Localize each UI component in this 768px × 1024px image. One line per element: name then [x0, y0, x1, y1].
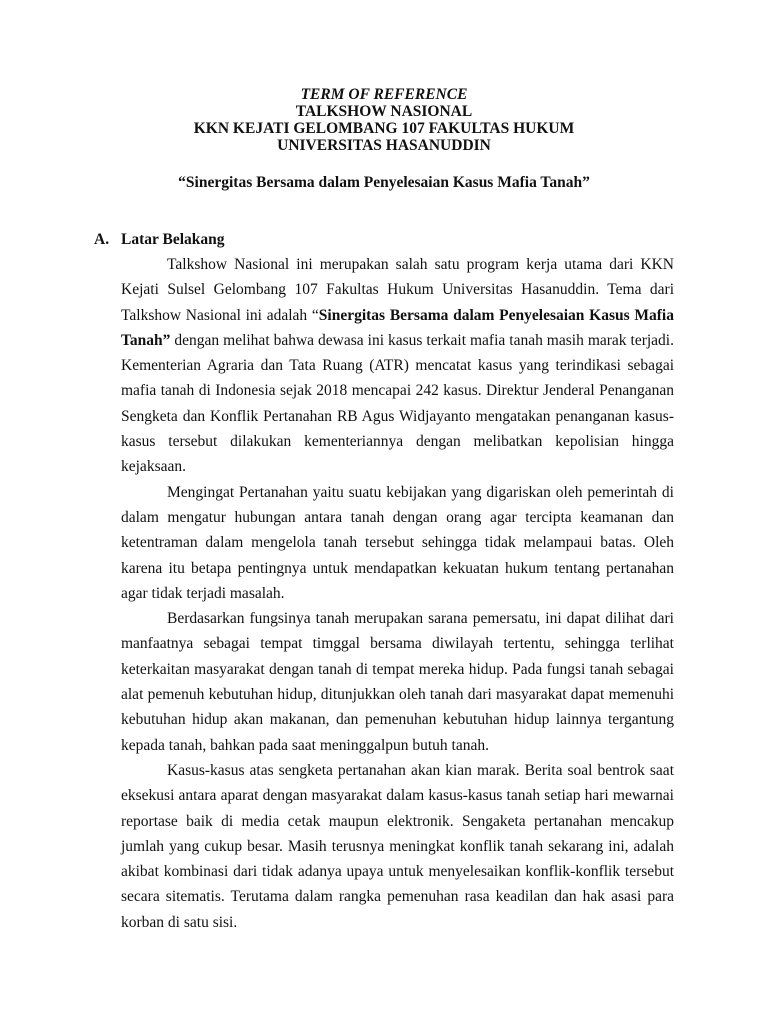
paragraph-4: Kasus-kasus atas sengketa pertanahan akan kian marak. Berita soal bentrok saat eksekusi antara aparat dengan masyarakat dalam kasus-kasus tanah setiap hari mewarnai reportase baik di media cetak maupun elektronik. Sengaketa pertanahan mencakup jumlah yang cukup besar. Masih terusnya meningkat konflik tanah sekarang ini, adalah akibat kombinasi dari tidak adanya upaya untuk menyelesaikan konflik-konflik tersebut secara sitematis. Terutama dalam rangka pemenuhan rasa keadilan dan hak asasi para korban di satu sisi.: [121, 761, 674, 931]
title-line-university: UNIVERSITAS HASANUDDIN: [277, 137, 491, 154]
title-line-kkn: KKN KEJATI GELOMBANG 107 FAKULTAS HUKUM: [193, 120, 575, 137]
section-heading: [94, 231, 225, 249]
paragraph-3: Berdasarkan fungsinya tanah merupakan sarana pemersatu, ini dapat dilihat dari manfaatnya sebagai tempat timggal bersama diwilayah tertentu, sehingga terlihat keterkaitan masyarakat dengan tanah di tempat mereka hidup. Pada fungsi tanah sebagai alat pemenuh kebutuhan hidup, ditunjukkan oleh tanah dari masyarakat dapat memenuhi kebutuhan hidup akan makanan, dan pemenuhan kebutuhan hidup lainnya tergantung kepada tanah, bahkan pada saat meninggalpun butuh tanah.: [121, 610, 674, 754]
document-title: [0, 86, 768, 154]
paragraph-1-theme-bold: Sinergitas Bersama dalam Penyelesaian Kasus Mafia Tanah”: [121, 306, 674, 349]
section-body: [121, 252, 674, 935]
title-line-talkshow: TALKSHOW NASIONAL: [295, 103, 473, 120]
document-theme: “Sinergitas Bersama dalam Penyelesaian Kasus Mafia Tanah”: [178, 174, 590, 191]
paragraph-1-intro: Talkshow Nasional ini merupakan salah satu program kerja utama dari KKN Kejati Sulsel Gelombang 107 Fakultas Hukum Universitas Hasanuddin. Tema dari Talkshow Nasional ini adalah “: [121, 256, 674, 324]
paragraph-1-rest: dengan melihat bahwa dewasa ini kasus terkait mafia tanah masih marak terjadi. Kementerian Agraria dan Tata Ruang (ATR) mencatat kasus yang terindikasi sebagai mafia tanah di Indonesia sejak 2018 mencapai 242 kasus. Direktur Jenderal Penanganan Sengketa dan Konflik Pertanahan RB Agus Widjayanto mengatakan penanganan kasus-kasus tersebut dilakukan kementeriannya dengan melibatkan kepolisian hingga kejaksaan.: [121, 331, 674, 476]
section-heading-text: Latar Belakang: [121, 231, 225, 248]
paragraph-2: Mengingat Pertanahan yaitu suatu kebijakan yang digariskan oleh pemerintah di dalam mengatur hubungan antara tanah dengan orang agar tercipta keamanan dan ketentraman dalam mengelola tanah tersebut sehingga tidak melampaui batas. Oleh karena itu betapa pentingnya untuk mendapatkan kekuatan hukum tentang pertanahan agar tidak terjadi masalah.: [121, 483, 674, 602]
section-letter: A.: [94, 231, 110, 248]
paragraph-1: [121, 252, 674, 480]
title-line-term-of-reference: TERM OF REFERENCE: [300, 86, 468, 103]
